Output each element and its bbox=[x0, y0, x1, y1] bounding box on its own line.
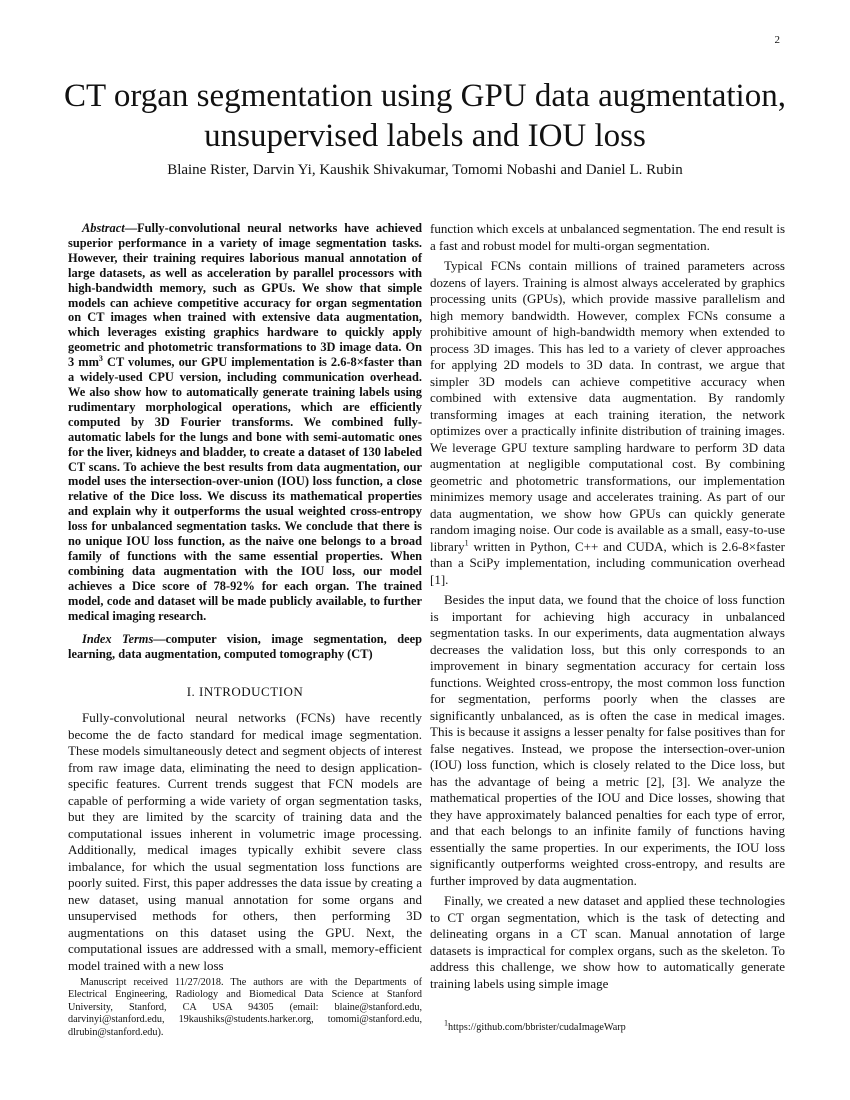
abstract-superscript: 3 bbox=[98, 354, 103, 364]
right-column bbox=[430, 221, 785, 992]
body-paragraph-2-part1: Typical FCNs contain millions of trained parameters across dozens of layers. Training is almost always accelerated by graphics processing units (GPUs), which provide massive parallelism and high memory bandwidth. However, complex FCNs consume a prohibitive amount of high-bandwidth memory when extended to process 3D images. This has led to a variety of clever approaches for applying 2D models to 3D data. In contrast, we argue that simpler 3D models can achieve competitive accuracy when combined with extensive data augmentation. By randomly transforming images at each training iteration, the network optimizes over a practically infinite distribution of training images. We leverage GPU texture sampling hardware to perform 3D data augmentation at negligible computational cost. By combining geometric and photometric transformations, our implementation minimizes memory usage and accelerates training. As part of our data augmentation, we show how GPUs can quickly generate random imaging noise. Our code is available as a small, easy-to-use library bbox=[430, 258, 785, 554]
url-footnote-link[interactable]: https://github.com/bbrister/cudaImageWarp bbox=[448, 1022, 626, 1033]
index-terms-text: —computer vision, image segmentation, deep learning, data augmentation, computed tomography (CT) bbox=[68, 632, 422, 662]
paper-title: CT organ segmentation using GPU data augmentation, unsupervised labels and IOU loss bbox=[64, 78, 786, 154]
abstract bbox=[68, 221, 422, 623]
footnote-marker: 1 bbox=[464, 538, 469, 548]
intro-paragraph: Fully-convolutional neural networks (FCNs) have recently become the de facto standard for medical image segmentation. These models simultaneously detect and segment objects of interest from raw image data, eliminating the need to design application-specific features. Current trends suggest that FCN models are capable of performing a wide variety of organ segmentation tasks, but they are limited by the scarcity of training data and the computational issues inherent in volumetric image processing. Additionally, medical images typically exhibit severe class imbalance, for which the usual segmentation loss functions are poorly suited. First, this paper addresses the data issue by creating a new dataset, using manual annotation for some organs and unsupervised methods for others, then performing 3D augmentations on this dataset using the GPU. Next, the computational issues are addressed with a small, memory-efficient model trained with a new loss bbox=[68, 710, 422, 973]
body-paragraph-3: Besides the input data, we found that the choice of loss function is important for achieving high accuracy in unbalanced segmentation tasks. In our experiments, data augmentation always decreases the validation loss, but this only corresponds to an improvement in binary segmentation accuracy for certain loss functions. Weighted cross-entropy, the most common loss function for segmentation, performs poorly when the classes are significantly unbalanced, as is often the case in medical images. This is because it assigns a lesser penalty for false positives than for false negatives. Instead, we propose the intersection-over-union (IOU) loss function, which is closely related to the Dice loss, but has the advantage of being a metric [2], [3]. We analyze the mathematical properties of the IOU and Dice losses, showing that they have approximately balanced penalties for each type of error, and that each belongs to an infinite family of functions having essentially the same properties. In our experiments, the IOU loss significantly outperforms weighted cross-entropy, and results are further improved by data augmentation. bbox=[430, 592, 785, 888]
url-footnote bbox=[444, 1018, 784, 1034]
abstract-text-part2: CT volumes, our GPU implementation is 2.6-8×faster than a widely-used CPU version, including communication overhead. We also show how to automatically generate training labels using rudimentary morphological operations, which are efficiently computed by 3D Fourier transforms. We combined fully-automatic labels for the lungs and bone with semi-automatic ones for the liver, kidneys and bladder, to create a dataset of 130 labeled CT scans. To achieve the best results from data augmentation, our model uses the intersection-over-union (IOU) loss function, a close relative of the Dice loss. We discuss its mathematical properties and explain why it outperforms the usual weighted cross-entropy loss for unbalanced segmentation tasks. We conclude that there is no unique IOU loss function, as the naive one belongs to a broad family of functions with the same essential properties. When combining data augmentation with the IOU loss, our model achieves a Dice score of 78-92% for each organ. The trained model, code and dataset will be made publicly available, to further medical imaging research. bbox=[68, 355, 423, 623]
body-paragraph-2 bbox=[430, 258, 785, 588]
url-footnote-number: 1 bbox=[444, 1018, 448, 1028]
index-terms bbox=[68, 632, 422, 662]
body-paragraph-1: function which excels at unbalanced segmentation. The end result is a fast and robust model for multi-organ segmentation. bbox=[430, 221, 785, 253]
body-paragraph-4: Finally, we created a new dataset and applied these technologies to CT organ segmentation, which is the task of detecting and delineating organs in a CT scan. Manual annotation of large datasets is impractical for complex organs, such as the skeleton. To address this challenge, we show how to automatically generate training labels using simple image bbox=[430, 893, 785, 991]
manuscript-footnote: Manuscript received 11/27/2018. The authors are with the Departments of Electrical Engineering, Radiology and Biomedical Data Science at Stanford University, Stanford, CA USA 94305 (email: blaine@stanford.edu, darvinyi@stanford.edu, 19kaushiks@students.harker.org, tomomi@stanford.edu, dlrubin@stanford.edu). bbox=[68, 977, 422, 1038]
page-number: 2 bbox=[774, 34, 780, 46]
author-list: Blaine Rister, Darvin Yi, Kaushik Shivakumar, Tomomi Nobashi and Daniel L. Rubin bbox=[167, 162, 683, 178]
abstract-text-part1: —Fully-convolutional neural networks have achieved superior performance in a variety of image segmentation tasks. However, their training requires laborious manual annotation of large datasets, as well as acceleration by parallel processors with high-bandwidth memory, such as GPUs. We show that simple models can achieve competitive accuracy for organ segmentation on CT images when trained with extensive data augmentation, which leverages existing graphics hardware to quickly apply geometric and photometric transformations to 3D image data. On 3 mm bbox=[68, 221, 422, 370]
body-paragraph-2-part2: written in Python, C++ and CUDA, which is 2.6-8×faster than a SciPy implementation, including communication overhead [1]. bbox=[430, 538, 785, 587]
abstract-label: Abstract bbox=[82, 221, 125, 235]
section-heading-introduction: I. INTRODUCTION bbox=[186, 684, 304, 700]
left-column bbox=[68, 221, 422, 974]
index-terms-label: Index Terms bbox=[82, 632, 154, 647]
